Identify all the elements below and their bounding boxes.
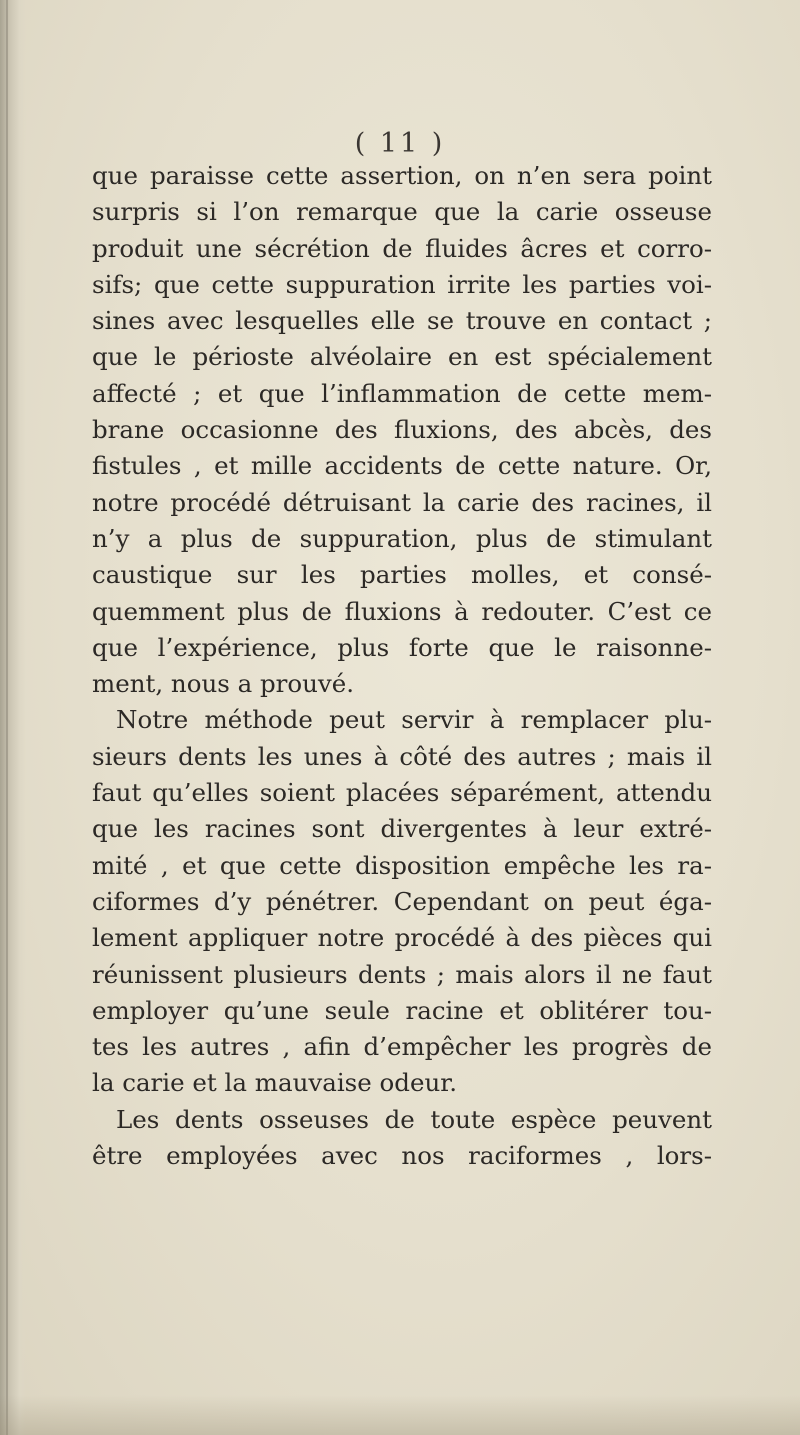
text-line: Les dents osseuses de toute espèce peuvent xyxy=(116,1104,712,1134)
body-text xyxy=(92,158,712,1174)
text-line: sines avec lesquelles elle se trouve en contact ; xyxy=(92,306,712,336)
text-line: fistules , et mille accidents de cette nature. Or, xyxy=(92,451,712,481)
text-line: tes les autres , afin d’empêcher les progrès de xyxy=(92,1032,712,1062)
text-line: ciformes d’y pénétrer. Cependant on peut éga- xyxy=(92,886,712,916)
text-line: n’y a plus de suppuration, plus de stimulant xyxy=(92,523,712,553)
text-line: faut qu’elles soient placées séparément, attendu xyxy=(92,778,712,808)
page-bottom-stain xyxy=(0,1395,800,1435)
text-line: ment, nous a prouvé. xyxy=(92,669,355,699)
text-line: lement appliquer notre procédé à des pièces qui xyxy=(92,923,712,953)
text-line: sifs; que cette suppuration irrite les parties voi- xyxy=(92,269,712,299)
text-line: que le périoste alvéolaire en est spécialement xyxy=(92,342,712,372)
page-number: ( 11 ) xyxy=(354,128,446,159)
text-line: Notre méthode peut servir à remplacer plu- xyxy=(116,705,712,735)
text-line: affecté ; et que l’inflammation de cette mem- xyxy=(92,378,712,408)
text-line: produit une sécrétion de fluides âcres et corro- xyxy=(92,233,712,263)
text-line: brane occasionne des fluxions, des abcès, des xyxy=(92,415,712,445)
page-binding-shadow xyxy=(0,0,26,1435)
text-line: que les racines sont divergentes à leur extré- xyxy=(92,814,712,844)
text-line: surpris si l’on remarque que la carie osseuse xyxy=(92,197,712,227)
text-line: être employées avec nos raciformes , lors- xyxy=(92,1141,712,1171)
text-line: sieurs dents les unes à côté des autres ; mais il xyxy=(92,741,712,771)
text-line: caustique sur les parties molles, et consé- xyxy=(92,560,712,590)
binding-edge-line xyxy=(6,0,8,1435)
text-line: que paraisse cette assertion, on n’en sera point xyxy=(92,161,712,190)
text-line: quemment plus de fluxions à redouter. C’est ce xyxy=(92,596,712,626)
text-line: mité , et que cette disposition empêche les ra- xyxy=(92,850,712,880)
text-line: employer qu’une seule racine et oblitérer tou- xyxy=(92,995,712,1025)
text-line: que l’expérience, plus forte que le raisonne- xyxy=(92,632,712,662)
text-line: notre procédé détruisant la carie des racines, il xyxy=(92,487,712,517)
text-line: la carie et la mauvaise odeur. xyxy=(92,1068,458,1098)
text-line: réunissent plusieurs dents ; mais alors il ne faut xyxy=(92,959,712,989)
